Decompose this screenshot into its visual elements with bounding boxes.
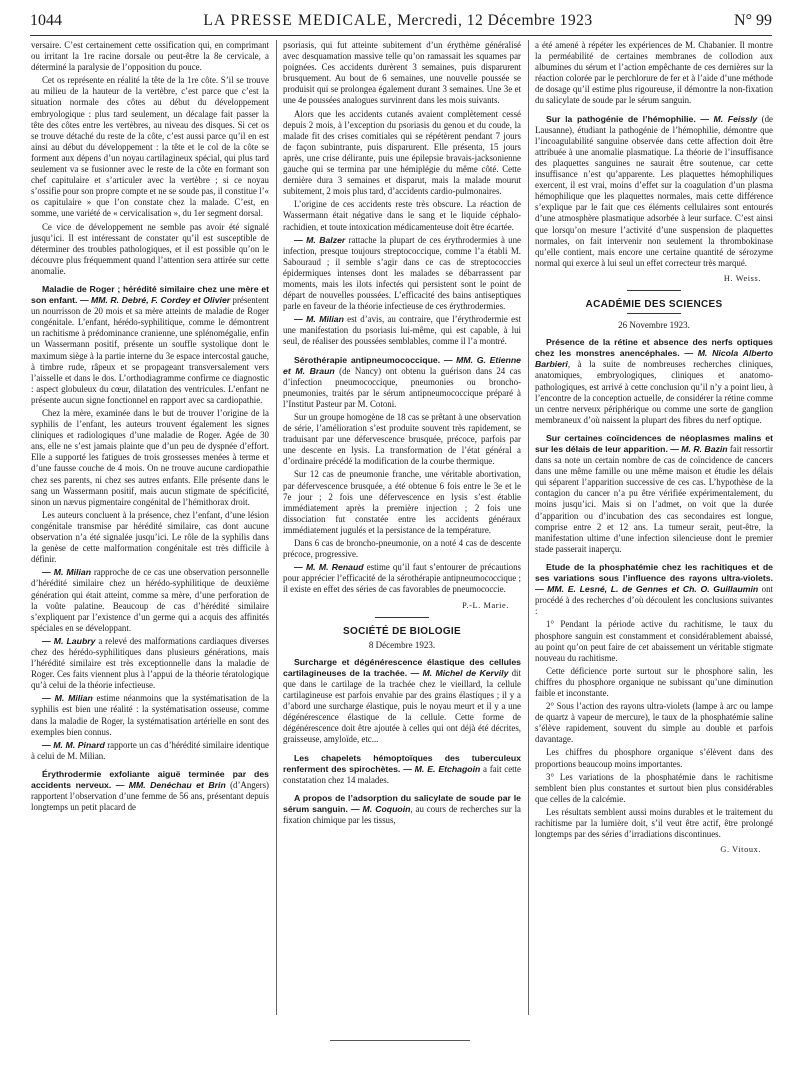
discussion (31, 636, 269, 691)
column-middle (283, 40, 521, 1060)
footer-rule (330, 1040, 470, 1041)
article-heading: Érythrodermie exfoliante aiguë terminée par des accidents nerveux. — (31, 768, 269, 790)
article-authors: M. Coquoin (362, 803, 411, 814)
article-heading: Sur certaines coïncidences de néoplasmes malins et sur les délais de leur apparition. — (535, 432, 773, 454)
discussant: — M. M. Pinard (42, 739, 105, 750)
discussion-text: rattache la plupart de ces érythrodermies à une infection, presque toujours streptococcique, comme l’a établi M. Sabouraud ; il semble s’agir dans ce cas de streptococcies épidermiques intenses dont les malades se débarrassent par moments, mais les ilots infectés qui persistent sont le point de départ de nouvelles poussées. L’efficacité des bains antiseptiques parle en faveur de la théorie infectieuse de ces érythrodermies. (283, 234, 521, 312)
paragraph: versaire. C’est certainement cette ossification qui, en comprimant ou irritant la 1re racine dorsale ou peut-être la 8e cervicale, a déterminé la paralysie de l’opposition du pouce. (31, 40, 269, 73)
article-heading: Etude de la phosphatémie chez les rachitiques et de ses variations sous l’influence des rayons ultra-violets. — (535, 561, 773, 595)
article-text: ont procédé à des recherches d’où découlent les conclusions suivantes : (535, 584, 773, 617)
article-text: (de Nancy) ont obtenu la guérison dans 24 cas d’infection pneumococcique, pneumonies ou broncho-pneumonies, traités par le sérum antipneumococcique préparé à l’Institut Pasteur par M. Cotoni. (283, 365, 521, 409)
page-number: 1044 (30, 12, 62, 29)
conclusion-item: 2° Sous l’action des rayons ultra-violets (lampe à arc ou lampe de quartz à vapeur de mercure), le taux de la phosphatémie saline s’élève rapidement, souvent du simple au double et parfois davantage. (535, 701, 773, 745)
article-authors: MM. E. Lesné, L. de Gennes et Ch. O. Guillaumin (547, 584, 759, 595)
section-rule (627, 313, 681, 314)
section-title: SOCIÉTÉ DE BIOLOGIE (343, 625, 461, 637)
discussion (31, 567, 269, 634)
discussant: — M. Milian (42, 567, 91, 578)
paragraph: Sur 12 cas de pneumonie franche, une véritable abortivation, par défervescence brusquée, a été obtenue 6 fois entre le 3e et le 7e jour ; 2 fois une défervescence en lysis s’est établie immédiatement après la première injection ; 2 fois une dissociation fut constatée entre les accidents généraux immédiatement jugulés et la persistance de la température. (283, 469, 521, 535)
discussant: — M. Milian (42, 693, 93, 704)
section-title: ACADÉMIE DES SCIENCES (585, 298, 723, 310)
conclusion-item: 3° Les variations de la phosphatémie dans le rachitisme semblent bien plus constantes et surtout bien plus considérables que celles de la calcémie. (535, 771, 773, 804)
article-authors: M. R. Bazin (681, 444, 728, 454)
report-signature: G. Vitoux. (720, 845, 761, 855)
article-authors: M. Michel de Kervily (422, 667, 509, 678)
paragraph: a été amené à répéter les expériences de M. Chabanier. Il montre la perméabilité de certaines membranes de collodion aux albumines du sérum et l’action empêchante de ces dernières sur la réaction colorée par le perchlorure de fer et à l’aide d’une méthode de dosage qu’il estime plus rigoureuse, il démontre la non-fixation du salicylate de soude par le sérum sanguin. (535, 40, 773, 106)
report-signature: P.-L. Marie. (462, 600, 509, 610)
section-rule (627, 290, 681, 291)
discussion-text: estime néanmoins que la systématisation de la syphilis est bien une réalité : la systématisation osseuse, comme dans la maladie de Roger, la systématisation artérielle en sont des exemples bien connus. (31, 693, 269, 737)
article-heading: Présence de la rétine et absence des nerfs optiques chez les monstres anencéphales. — (535, 337, 773, 359)
article-erythrodermie (31, 769, 269, 813)
article-heading: Sur la pathogénie de l’hémophilie. — (546, 113, 710, 124)
article-authors: MM. R. Debré, F. Cordey et Olivier (90, 295, 231, 306)
page-header (30, 12, 772, 36)
conclusion-item: 1° Pendant la période active du rachitisme, le taux du phosphore sanguin est constamment et considérablement abaissé, au point qu’on peut faire de cet abaissement un véritable stigmate nouveau du rachitisme. (535, 619, 773, 663)
article-retine (535, 337, 773, 426)
article-text: dit que dans le cartilage de la trachée chez le vieillard, la cellule cartilagineuse est parfois envahie par des grains élastiques ; il y a d’abord une surcharge élastique, puis le noyau meurt et il y a une dégénérescence élastique de la cellule. Cette forme de dégénérescence doit être ajoutée à celles qui ont déjà été décrites, graisseuse, amyloïde, etc... (283, 667, 521, 745)
article-serotherapie (283, 355, 521, 410)
column-left (31, 40, 269, 1060)
article-heading: Maladie de Roger ; hérédité similaire chez une mère et son enfant. — (31, 283, 269, 306)
conclusion-item: Les résultats semblent aussi moins durables et le traitement du rachitisme par la lumière doit, s’il veut être actif, être prolongé longtemps par des séries d’irradiations discontinues. (535, 806, 773, 840)
discussion-text: rapporte un cas d’hérédité similaire identique à celui de M. Milian. (31, 739, 269, 761)
section-rule (375, 617, 429, 618)
header-rule (30, 35, 772, 36)
report-signature: H. Weiss. (723, 273, 761, 283)
conclusion-item: Cette déficience porte surtout sur le phosphore salin, les chiffres du phosphore organique ne subissant qu’une diminution faible et inconstante. (535, 665, 773, 698)
discussion-text: a relevé des malformations cardiaques diverses chez des hérédo-syphilitiques dans plusieurs générations, mais l’hérédité similaire est très exceptionnelle dans la maladie de Roger. Ces faits viennent plus à l’appui de la théorie tératologique qu’à celui de la théorie infectieuse. (31, 635, 269, 691)
paragraph: Ce vice de développement ne semble pas avoir été signalé jusqu’ici. Il est intéressant de constater qu’il est susceptible de déterminer des troubles pathologiques, et il est possible qu’on le découvre plus fréquemment quand l’attention sera attirée sur cette anomalie. (31, 221, 269, 276)
column-divider (276, 40, 277, 1015)
discussant: — M. M. Renaud (294, 562, 364, 573)
discussion-text: rapproche de ce cas une observation personnelle d’hérédité similaire chez un hérédo-syphilitique de deuxième génération qui était atteint, comme sa mère, d’une perforation de la voûte palatine. Beaucoup de cas d’hérédité similaire s’expliquent par l’existence d’un germe qui a acquis des affinités spéciales en se développant. (31, 567, 269, 633)
article-text: présentent un nourrisson de 20 mois et sa mère atteints de maladie de Roger congénitale. L’enfant, hérédo-syphilitique, comme le démontrent un rachitisme à prédominance cranienne, une splénomégalie, enfin un Wassermann positif, présente un souffle systolique dont le maximum siège à la partie interne du 3e espace intercostal gauche, à timbre rude, râpeux et se propageant transversalement vers l’aisselle et dans le dos. L’orthodiagramme confirme ce diagnostic : aspect globuleux du cœur, dilatation des ventricules. L’enfant ne présente aucun signe fonctionnel en rapport avec sa cardiopathie. (31, 295, 269, 405)
discussion (31, 740, 269, 762)
article-text: (de Lausanne), étudiant la pathogénie de l’hémophilie, démontre que l’incoagulabilité sanguine observée dans cette affection doit être attribuée à une anomalie plasmatique. La théorie de l’insuffisance des plaquettes sanguines ne saurait être soutenue, car cette insuffisance n’est qu’apparente. Les plaquettes hémophiliques exercent, il est vrai, moins d’effet sur la coagulation d’un plasma hémophilique que les plaquettes normales, mais cette différence s’explique par le fait que ces éléments cellulaires sont entourés d’une atmosphère plasmatique adsorbée à leur surface. C’est ainsi que lorsqu’on mesure l’activité d’une suspension de plaquettes normales, on fait intervenir non seulement la thrombokinase qu’elle contient, mais encore une certaine quantité de sérozyme normal qui exerce à lui seul un effet correcteur très marqué. (535, 113, 773, 268)
issue-number: N° 99 (734, 12, 772, 29)
article-text: , au cours de recherches sur la fixation chimique par les tissus, (283, 803, 521, 825)
section-date: 26 Novembre 1923. (618, 320, 690, 331)
discussion (31, 693, 269, 737)
article-neoplasmes (535, 433, 773, 555)
column-right (535, 40, 773, 1060)
article-text: a fait cette constatation chez 14 malades. (283, 763, 521, 785)
issue-date: Mercredi, 12 Décembre 1923 (397, 12, 593, 29)
article-surcharge (283, 657, 521, 746)
discussant: — M. Laubry (42, 635, 96, 646)
discussion (283, 235, 521, 313)
article-text: , à la suite de nombreuses recherches cliniques, anatomiques, embryologiques, cliniques et anatomo-pathologiques, est arrivé à cette conclusion qu’il n’y a point lieu, à l’encontre de la conception actuelle, de considérer la rétine comme un centre nerveux périphérique ou comme une sorte de ganglion membraneux d’où naissent la plupart des fibres du nerf optique. (535, 359, 773, 425)
discussant: — M. Milian (294, 314, 344, 325)
article-adsorption (283, 793, 521, 826)
article-authors: M. E. Etchagoin (414, 763, 481, 774)
paragraph: Les auteurs concluent à la présence, chez l’enfant, d’une lésion congénitale transmise par hérédité similaire, cas dont aucune observation n’a été signalée jusqu’ici. Le rôle de la syphilis dans la genèse de cette malformation congénitale est très difficile à définir. (31, 509, 269, 565)
article-hemophilie (535, 114, 773, 269)
article-heading: Les chapelets hémoptoïques des tuberculeux renferment des spirochètes. — (283, 752, 521, 774)
section-date: 8 Décembre 1923. (368, 639, 436, 650)
paragraph: Dans 6 cas de broncho-pneumonie, on a noté 4 cas de descente précoce, progressive. (283, 538, 521, 560)
article-authors: M. Feissly (713, 113, 758, 124)
article-authors: MM. Denéchau et Brin (128, 780, 226, 790)
paragraph: psoriasis, qui fut atteinte subitement d’un érythème généralisé avec desquamation massive telle qu’on ramassait les squames par poignées. Ces accidents durèrent 3 semaines, puis disparurent brusquement. Au bout de 6 semaines, une nouvelle poussée se produisit qui se prolongea également durant 3 semaines. Une 3e et une 4e poussées analogues survinrent dans les mois suivants. (283, 40, 521, 106)
article-authors: M. Nicola Alberto Barbieri (535, 348, 773, 370)
discussion-text: estime qu’il faut s’entourer de précautions pour apprécier l’efficacité de la sérothérapie antipneumococcique ; il existe en effet des séries de cas favorables de pneumococcie. (283, 562, 521, 595)
article-authors: MM. G. Etienne et M. Braun (283, 354, 521, 376)
article-text: (d’Angers) rapportent l’observation d’une femme de 56 ans, présentant depuis longtemps un petit placard de (31, 780, 269, 813)
discussion (283, 314, 521, 347)
journal-title-line (203, 12, 592, 30)
journal-title: LA PRESSE MEDICALE, (203, 12, 393, 29)
conclusion-item: Les chiffres du phosphore organique s’élèvent dans des proportions beaucoup moins importantes. (535, 747, 773, 769)
article-heading: Sérothérapie antipneumococcique. — (294, 354, 453, 365)
discussant: — M. Balzer (294, 234, 346, 245)
article-heading: A propos de l’adsorption du salicylate de soude par le sérum sanguin. — (283, 792, 521, 814)
article-roger (31, 284, 269, 406)
paragraph: L’origine de ces accidents reste très obscure. La réaction de Wassermann était négative dans le sang et le liquide céphalo-rachidien, et toute intoxication médicamenteuse doit être écartée. (283, 199, 521, 232)
paragraph: Alors que les accidents cutanés avaient complètement cessé depuis 2 mois, à l’exception du psoriasis du genou et du coude, la malade fit des crises comitiales qui se répétèrent pendant 7 jours de façon subintrante, puis disparurent. Elle présenta, 15 jours après, une crise délirante, puis une épilepsie bravais-jacksonienne gauche qui se termina par une hémiplégie du même côté. Cette dernière dura 3 semaines et disparut, mais la malade mourut subitement, 2 mois plus tard, d’accidents cardio-pulmonaires. (283, 108, 521, 197)
article-spirochetes (283, 753, 521, 786)
discussion (283, 562, 521, 595)
paragraph: Chez la mère, examinée dans le but de trouver l’origine de la syphilis de l’enfant, les auteurs trouvent également les signes cliniques et radiologiques d’une maladie de Roger. Agée de 30 ans, elle ne s’est jamais plainte que d’un peu de dyspnée d’effort. Elle a supporté les fatigues de trois grossesses menées à terme et d’une fausse couche de 4 mois. On ne trouve aucune cardiopathie chez ses parents, ni chez ses autres enfants. Elle présente dans le sang un Wassermann positif, mais aucun stigmate de spécificité, sinon un nævus pigmentaire congénital de l’hémithorax droit. (31, 408, 269, 507)
discussion-text: est d’avis, au contraire, que l’érythrodermie est une manifestation du psoriasis lui-même, qui est capable, à lui seul, de réaliser des poussées semblables, comme il l’a montré. (283, 314, 521, 347)
article-text: fait ressortir dans sa note un certain nombre de cas de coïncidence de cancers dans une même famille ou une même maison et étudie les délais qui séparent l’apparition successive de ces cas. L’hypothèse de la contagion du cancer n’a pu être vérifiée expérimentalement, du moins jusqu’ici. Mais si on l’admet, on voit que la durée d’apparition ou d’incubation des cas secondaires est longue, comprise entre 2 et 12 ans. La tumeur serait, peut-être, la manifestation ultime d’une infection silencieuse dont le premier stade passerait inaperçu. (535, 444, 773, 554)
paragraph: Cet os représente en réalité la tête de la 1re côte. S’il se trouve au milieu de la hauteur de la vertèbre, c’est parce que c’est la situation normale des côtes au début du développement embryologique : plus tard seulement, un décalage fait passer la tête des côtes entre les vertèbres, au niveau des disques. Si cet os se trouve détaché du reste de la côte, c’est aussi parce qu’il en est ainsi au début du développement : la tête et le col de la côte se forment aux dépens d’un noyau cartilagineux spécial, qui plus tard seulement va se fusionner avec le reste de la côte en formant son chef capitulaire et s’articuler avec la vertèbre ; si ce noyau s’ossifie pour son propre compte et ne se soude pas, il constitue l’« os capitulaire » que l’on constate chez la malade. C’est, en somme, une variété de « cervicalisation », du 1er segment dorsal. (31, 75, 269, 219)
column-divider (528, 40, 529, 1015)
article-heading: Surcharge et dégénérescence élastique des cellules cartilagineuses de la trachée. — (283, 656, 521, 678)
article-phosphatemie (535, 562, 773, 617)
paragraph: Sur un groupe homogène de 18 cas se prêtant à une observation de série, l’amélioration s’est produite souvent très rapidement, se traduisant par une défervescence brusquée, précoce, parfois par une descente en lysis. La transformation de l’état général a d’ordinaire précédé la modification de la courbe thermique. (283, 412, 521, 467)
